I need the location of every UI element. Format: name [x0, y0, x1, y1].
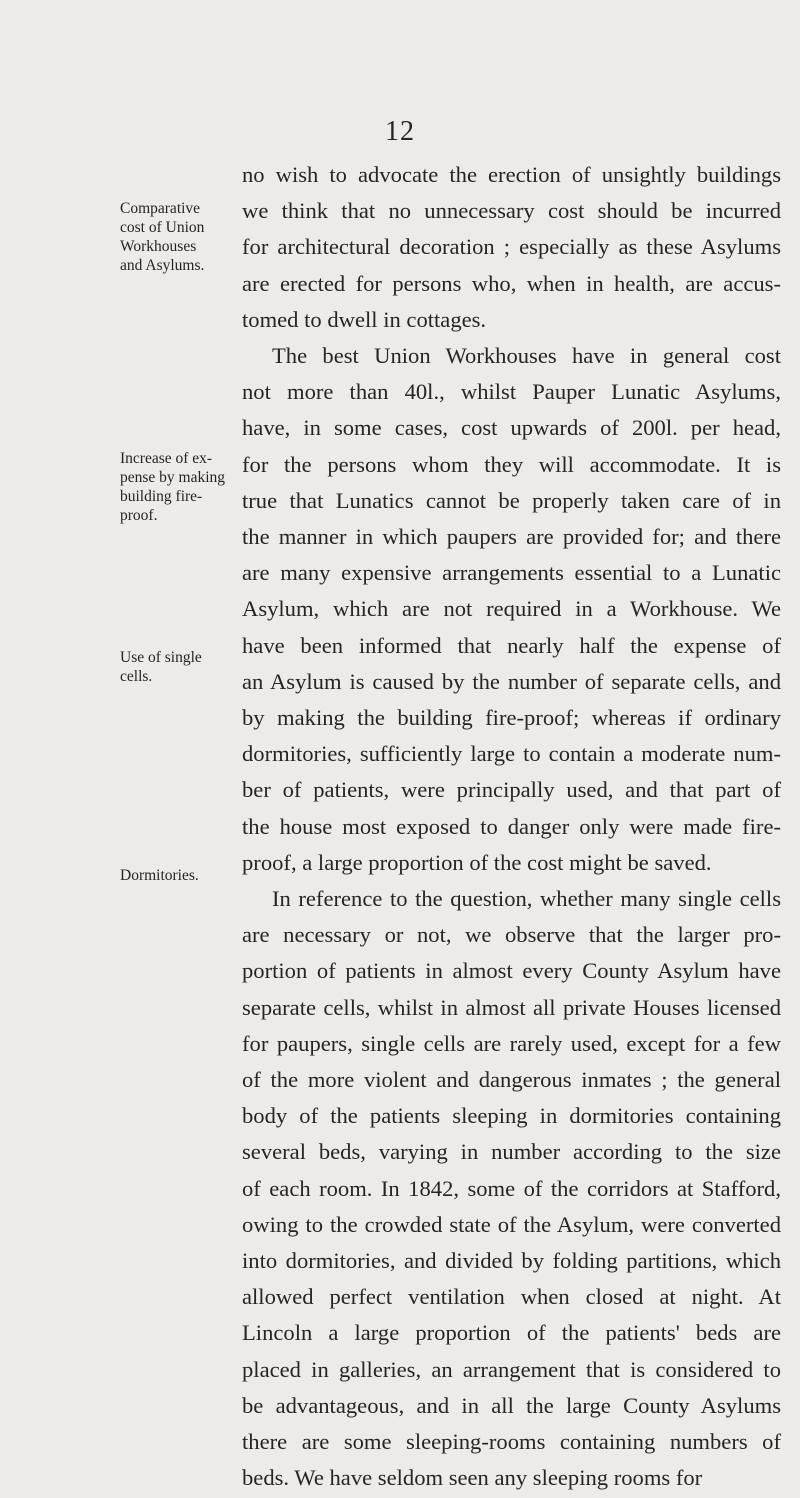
- text-line: no wish to advocate the erection of unsightly buildings: [242, 162, 781, 187]
- margin-note-line: Dormitories.: [120, 867, 199, 884]
- text-line: an Asylum is caused by the number of separate cells, and: [242, 668, 781, 694]
- text-line: have been informed that nearly half the expense of: [242, 632, 781, 658]
- text-line: into dormitories, and divided by folding partitions, which: [242, 1248, 781, 1273]
- text-line: for architectural decoration ; especially as these Asylums: [242, 234, 781, 260]
- text-line: the manner in which paupers are provided for; and there: [242, 524, 781, 549]
- text-line: the house most exposed to danger only were made fire-: [242, 813, 781, 839]
- text-line: we think that no unnecessary cost should be incurred: [242, 198, 781, 224]
- text-line: separate cells, whilst in almost all private Houses licensed: [242, 994, 781, 1020]
- text-line: true that Lunatics cannot be properly taken care of in: [242, 487, 781, 513]
- text-line: are necessary or not, we observe that the larger pro-: [242, 922, 781, 948]
- margin-note-line: cost of Union: [120, 219, 205, 236]
- text-line: are many expensive arrangements essential to a Lunatic: [242, 560, 781, 586]
- margin-note-line: pense by making: [120, 469, 226, 486]
- text-line: proof, a large proportion of the cost might be saved.: [242, 849, 712, 875]
- text-line: The best Union Workhouses have in general cost: [272, 343, 781, 368]
- text-line: In reference to the question, whether many single cells: [272, 886, 781, 911]
- text-line: have, in some cases, cost upwards of 200l. per head,: [242, 415, 781, 441]
- text-line: of each room. In 1842, some of the corridors at Stafford,: [242, 1175, 781, 1201]
- text-line: placed in galleries, an arrangement that is considered to: [242, 1356, 781, 1382]
- text-line: portion of patients in almost every County Asylum have: [242, 958, 781, 984]
- margin-note-fire-proof: [120, 449, 250, 525]
- text-line: ber of patients, were principally used, and that part of: [242, 777, 781, 803]
- text-line: owing to the crowded state of the Asylum, were converted: [242, 1211, 781, 1237]
- margin-note-line: and Asylums.: [120, 257, 205, 274]
- margin-note-line: Increase of ex-: [120, 450, 213, 467]
- text-line: Asylum, which are not required in a Workhouse. We: [242, 596, 781, 622]
- text-line: body of the patients sleeping in dormitories containing: [242, 1103, 781, 1129]
- text-line: dormitories, sufficiently large to contain a moderate num-: [242, 741, 781, 767]
- text-line: by making the building fire-proof; whereas if ordinary: [242, 705, 781, 730]
- text-line: of the more violent and dangerous inmates ; the general: [242, 1067, 781, 1092]
- text-line: there are some sleeping-rooms containing numbers of: [242, 1429, 781, 1454]
- text-line: Lincoln a large proportion of the patients' beds are: [242, 1320, 781, 1346]
- text-line: be advantageous, and in all the large County Asylums: [242, 1392, 781, 1418]
- margin-note-line: Workhouses: [120, 238, 197, 255]
- text-line: allowed perfect ventilation when closed at night. At: [242, 1284, 781, 1310]
- text-line: several beds, varying in number according to the size: [242, 1139, 781, 1165]
- text-line: beds. We have seldom seen any sleeping rooms for: [242, 1465, 703, 1491]
- margin-note-line: Use of single: [120, 649, 202, 666]
- text-line: are erected for persons who, when in health, are accus-: [242, 270, 781, 296]
- margin-note-line: building fire-: [120, 488, 203, 505]
- margin-note-dormitories: [120, 866, 250, 885]
- margin-note-comparative-cost: [120, 199, 250, 275]
- text-line: for paupers, single cells are rarely used, except for a few: [242, 1030, 781, 1056]
- margin-note-line: cells.: [120, 668, 153, 685]
- text-line: tomed to dwell in cottages.: [242, 306, 487, 332]
- text-line: not more than 40l., whilst Pauper Lunatic Asylums,: [242, 379, 781, 405]
- margin-note-line: Comparative: [120, 200, 201, 217]
- margin-note-single-cells: [120, 648, 250, 686]
- text-line: for the persons whom they will accommodate. It is: [242, 451, 781, 477]
- page-number: 12: [385, 116, 415, 147]
- margin-note-line: proof.: [120, 507, 158, 524]
